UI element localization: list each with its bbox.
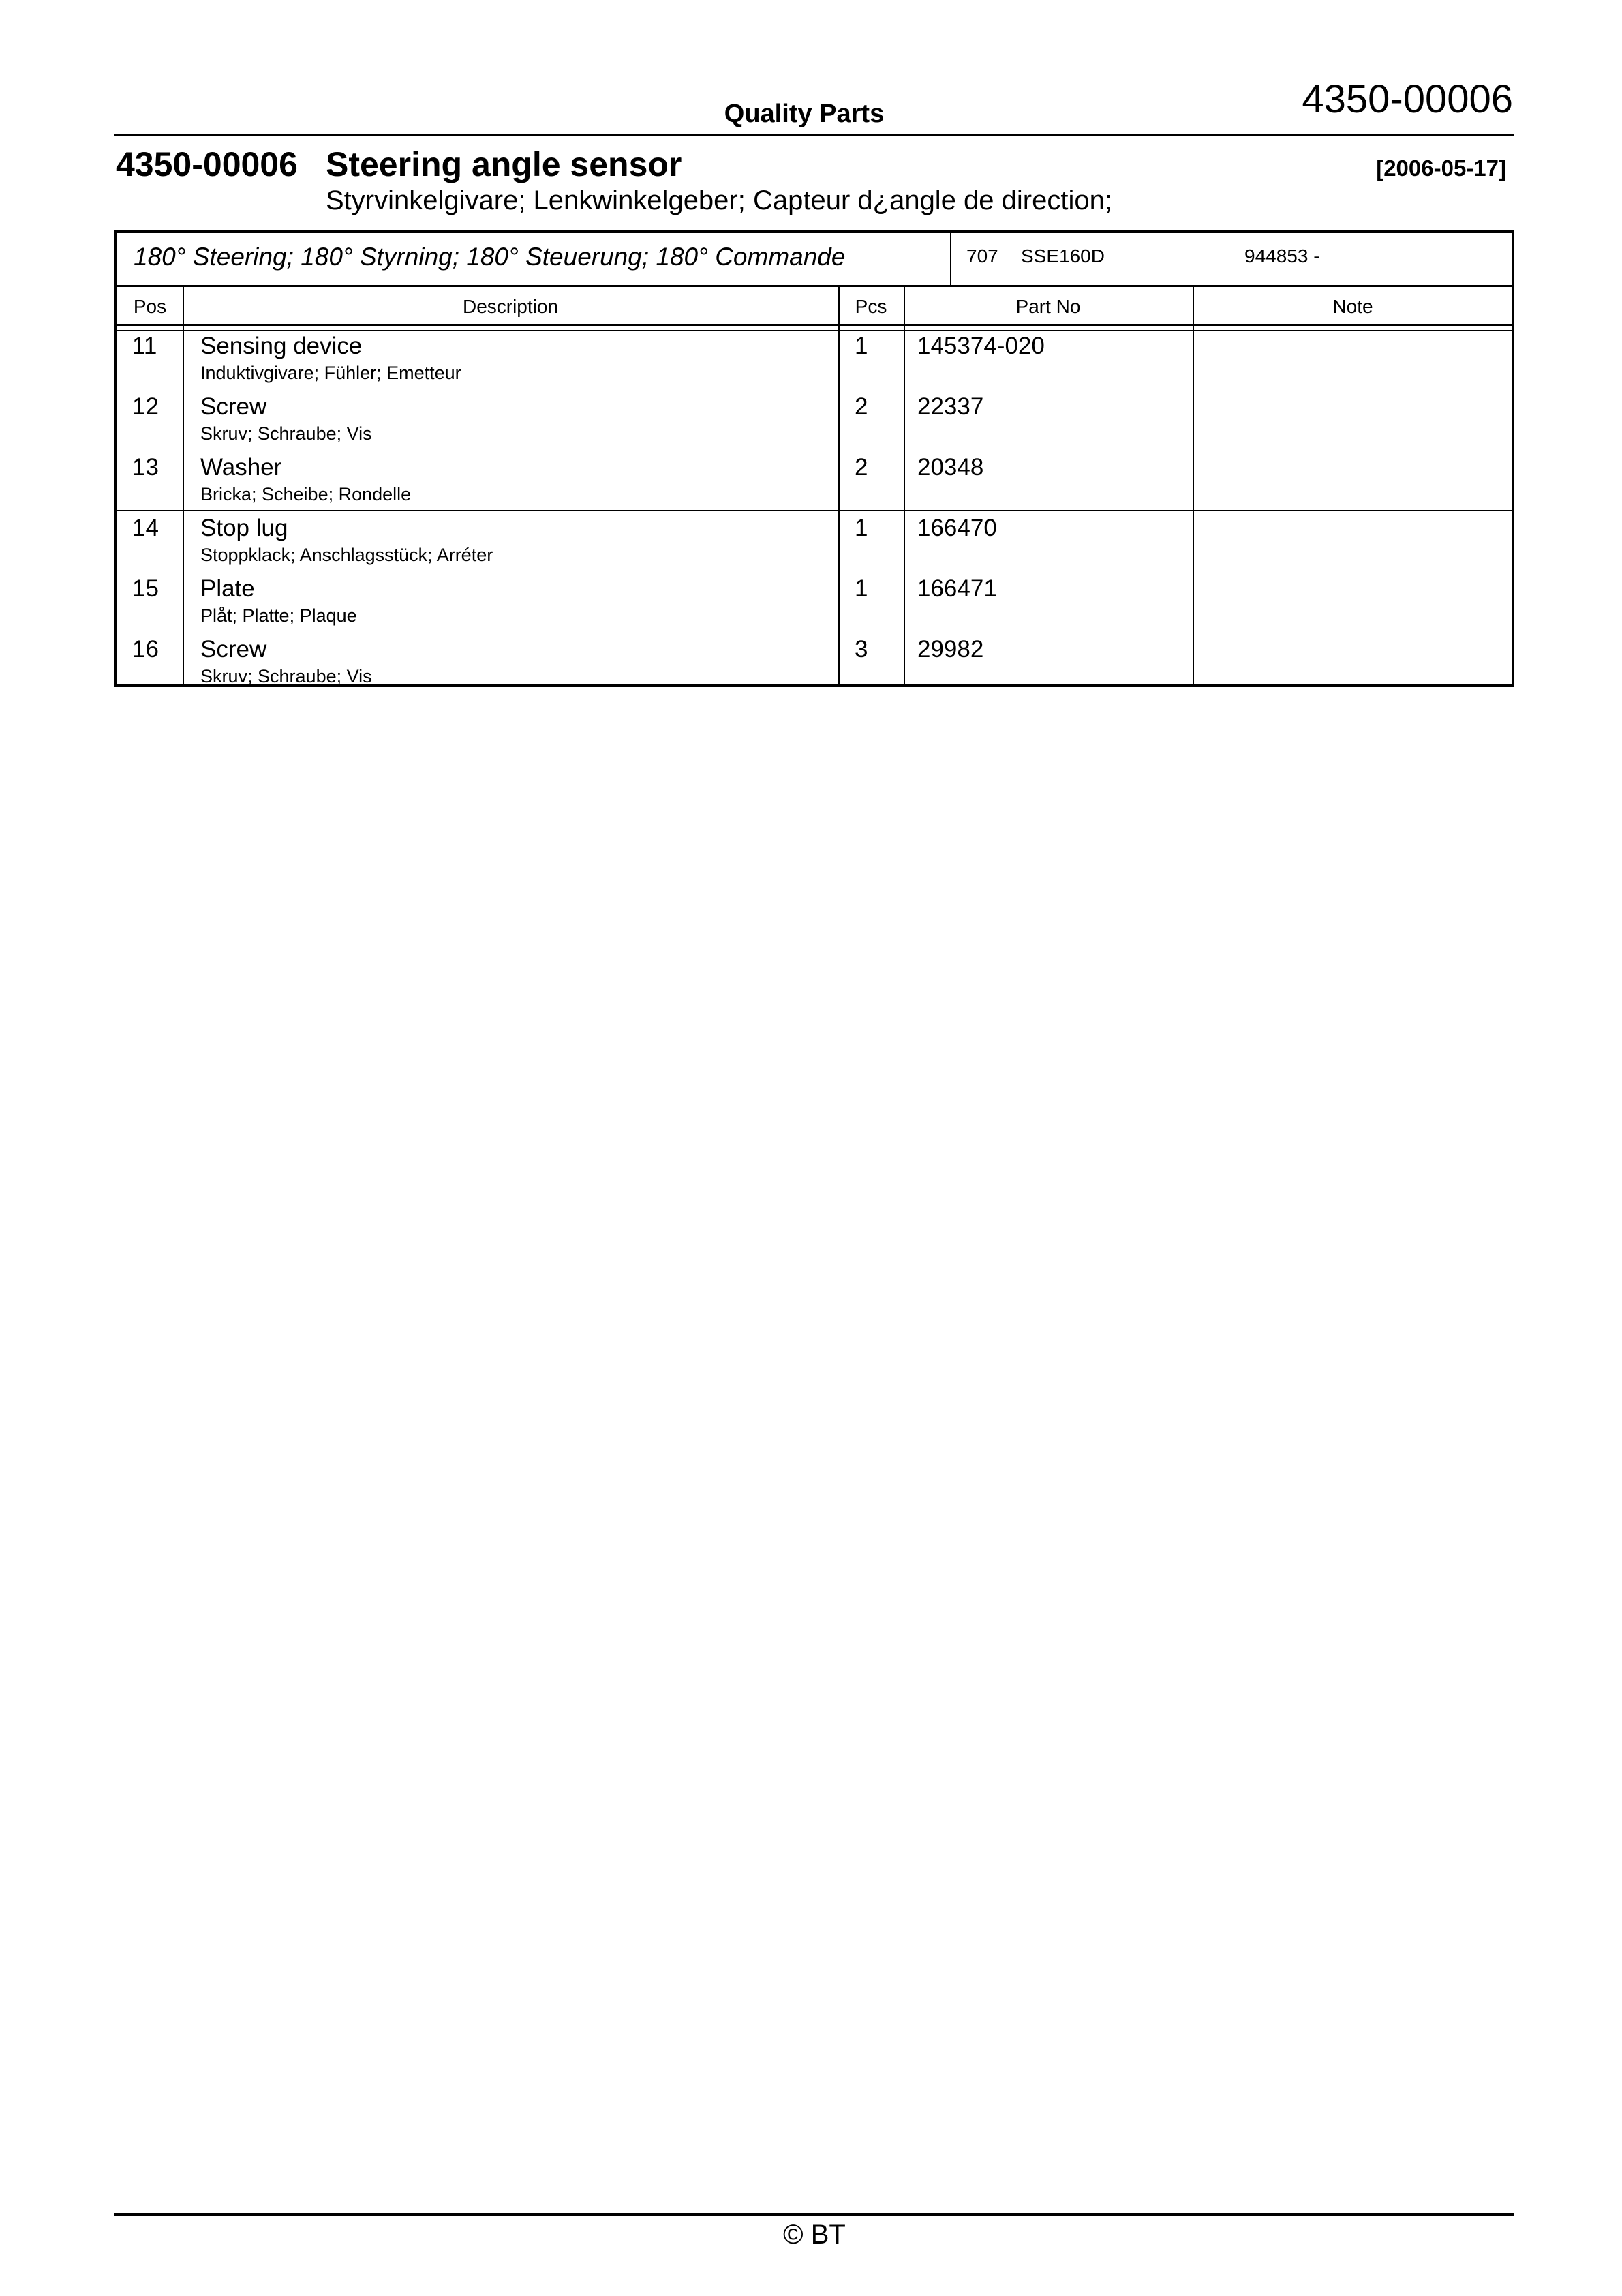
col-divider-partno (1193, 287, 1194, 684)
section-title: Steering angle sensor (326, 145, 682, 183)
column-header-part-no: Part No (1015, 296, 1081, 317)
section-code: 4350-00006 (116, 145, 298, 183)
header-row-border (117, 324, 1512, 326)
row-part-no: 20348 (917, 454, 984, 481)
variant-model: SSE160D (1021, 245, 1105, 267)
row-part-no: 29982 (917, 636, 984, 663)
row-description: Sensing device (200, 333, 363, 359)
header-row-border-double (117, 330, 1512, 331)
row-pcs: 2 (855, 454, 868, 481)
row-pcs: 3 (855, 636, 868, 663)
row-pcs: 2 (855, 393, 868, 420)
footer-divider (114, 2213, 1514, 2216)
group-divider (117, 510, 1512, 511)
column-header-description: Description (462, 296, 559, 317)
page-header-code: 4350-00006 (1302, 77, 1513, 121)
row-pos: 11 (132, 333, 157, 359)
variant-serial: 944853 - (1244, 245, 1320, 267)
parts-table (114, 230, 1514, 687)
section-date: [2006-05-17] (1376, 155, 1506, 181)
row-pos: 13 (132, 454, 159, 481)
row-description: Screw (200, 393, 267, 420)
col-divider-desc (838, 287, 840, 684)
row-description: Screw (200, 636, 267, 663)
column-header-pos: Pos (133, 296, 167, 317)
row-part-no: 166470 (917, 515, 997, 541)
row-pos: 16 (132, 636, 159, 663)
row-pos: 14 (132, 515, 159, 541)
row-translations: Skruv; Schraube; Vis (200, 666, 372, 686)
row-description: Washer (200, 454, 282, 481)
col-divider-pcs (904, 287, 905, 684)
row-translations: Plåt; Platte; Plaque (200, 605, 357, 626)
variant-description: 180° Steering; 180° Styrning; 180° Steuerung; 180° Commande (134, 243, 846, 271)
row-translations: Induktivgivare; Fühler; Emetteur (200, 363, 461, 383)
header-divider (114, 134, 1514, 136)
row-part-no: 22337 (917, 393, 984, 420)
row-description: Stop lug (200, 515, 288, 541)
row-part-no: 145374-020 (917, 333, 1045, 359)
row-pcs: 1 (855, 575, 868, 602)
variant-row-border (117, 285, 1512, 287)
row-translations: Stoppklack; Anschlagsstück; Arréter (200, 545, 493, 565)
section-subtitle: Styrvinkelgivare; Lenkwinkelgeber; Capteur d¿angle de direction; (326, 185, 1112, 215)
row-translations: Bricka; Scheibe; Rondelle (200, 484, 412, 504)
row-translations: Skruv; Schraube; Vis (200, 423, 372, 444)
row-pcs: 1 (855, 333, 868, 359)
footer-copyright: © BT (783, 2220, 846, 2250)
row-description: Plate (200, 575, 255, 602)
row-part-no: 166471 (917, 575, 997, 602)
col-divider-pos (183, 287, 184, 684)
variant-divider (950, 233, 951, 285)
variant-model-no: 707 (966, 245, 998, 267)
page-header-title: Quality Parts (724, 100, 885, 128)
column-header-pcs: Pcs (855, 296, 887, 317)
row-pos: 15 (132, 575, 159, 602)
column-header-note: Note (1332, 296, 1373, 317)
row-pos: 12 (132, 393, 159, 420)
row-pcs: 1 (855, 515, 868, 541)
